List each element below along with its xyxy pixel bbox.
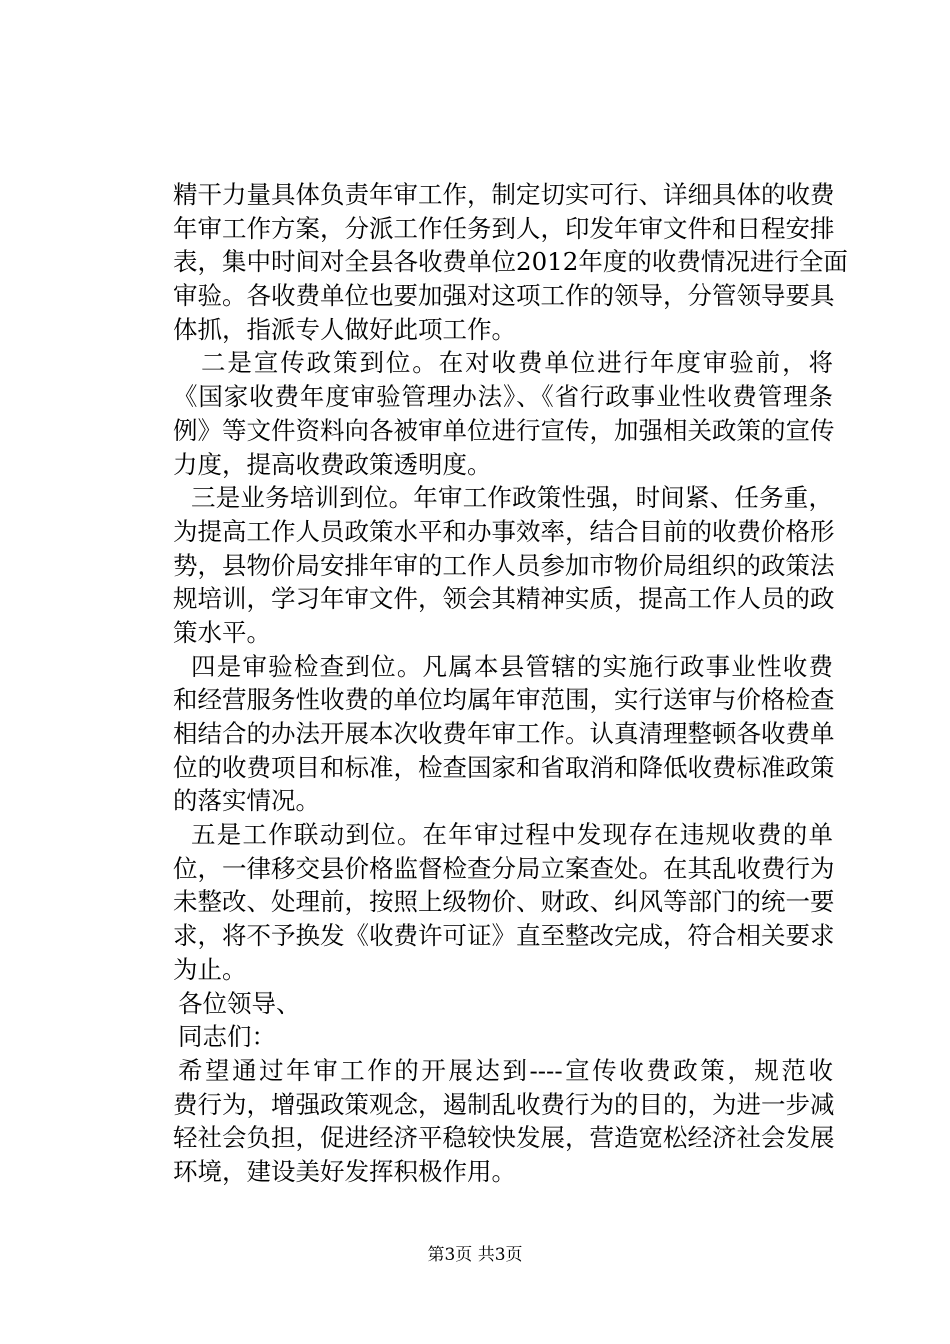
text-line: 策水平。 [173,617,271,647]
text-line: 轻社会负担，促进经济平稳较快发展，营造宽松经济社会发展 [173,1123,835,1153]
text-line: 四是审验检查到位。凡属本县管辖的实施行政事业性收费 [191,651,833,681]
text-line: 和经营服务性收费的单位均属年审范围，实行送审与价格检查 [173,685,835,715]
text-line: 势，县物价局安排年审的工作人员参加市物价局组织的政策法 [173,550,835,580]
text-line: 未整改、处理前，按照上级物价、财政、纠风等部门的统一要 [173,887,835,917]
page-footer [0,1243,950,1267]
text-line: 精干力量具体负责年审工作，制定切实可行、详细具体的收费 [173,180,835,209]
text-line: 为止。 [173,954,247,984]
text-line: 五是工作联动到位。在年审过程中发现存在违规收费的单 [191,820,833,850]
text-line: 费行为，增强政策观念，遏制乱收费行为的目的，为进一步减 [173,1089,835,1119]
text-line: 相结合的办法开展本次收费年审工作。认真清理整顿各收费单 [173,719,835,748]
text-line: 同志们： [178,1022,276,1052]
text-line: 各位领导、 [178,988,301,1018]
text-line: 规培训，学习年审文件，领会其精神实质，提高工作人员的政 [173,584,835,614]
text-line: 希望通过年审工作的开展达到----宣传收费政策，规范收 [178,1055,833,1085]
text-line: 位的收费项目和标准，检查国家和省取消和降低收费标准政策 [173,752,835,782]
text-line: 二是宣传政策到位。在对收费单位进行年度审验前，将 [201,348,833,378]
document-body [173,178,848,1189]
page-number: 第3页 共3页 [427,1245,523,1265]
text-line: 例》等文件资料向各被审单位进行宣传，加强相关政策的宣传 [173,415,835,445]
text-line: 力度，提高收费政策透明度。 [173,449,492,479]
text-line: 求，将不予换发《收费许可证》直至整改完成，符合相关要求 [173,921,835,951]
text-line: 位，一律移交县价格监督检查分局立案查处。在其乱收费行为 [173,853,835,883]
text-line: 《国家收费年度审验管理办法》、《省行政事业性收费管理条 [173,382,833,412]
text-line: 三是业务培训到位。年审工作政策性强，时间紧、任务重， [191,483,833,513]
text-line: 年审工作方案，分派工作任务到人，印发年审文件和日程安排 [173,213,835,243]
text-line: 为提高工作人员政策水平和办事效率，结合目前的收费价格形 [173,516,835,546]
text-line: 表，集中时间对全县各收费单位2012年度的收费情况进行全面 [173,247,848,277]
text-line: 体抓，指派专人做好此项工作。 [173,314,516,344]
text-line: 环境，建设美好发挥积极作用。 [173,1156,516,1186]
text-line: 审验。各收费单位也要加强对这项工作的领导，分管领导要具 [173,281,835,311]
text-line: 的落实情况。 [173,786,320,816]
